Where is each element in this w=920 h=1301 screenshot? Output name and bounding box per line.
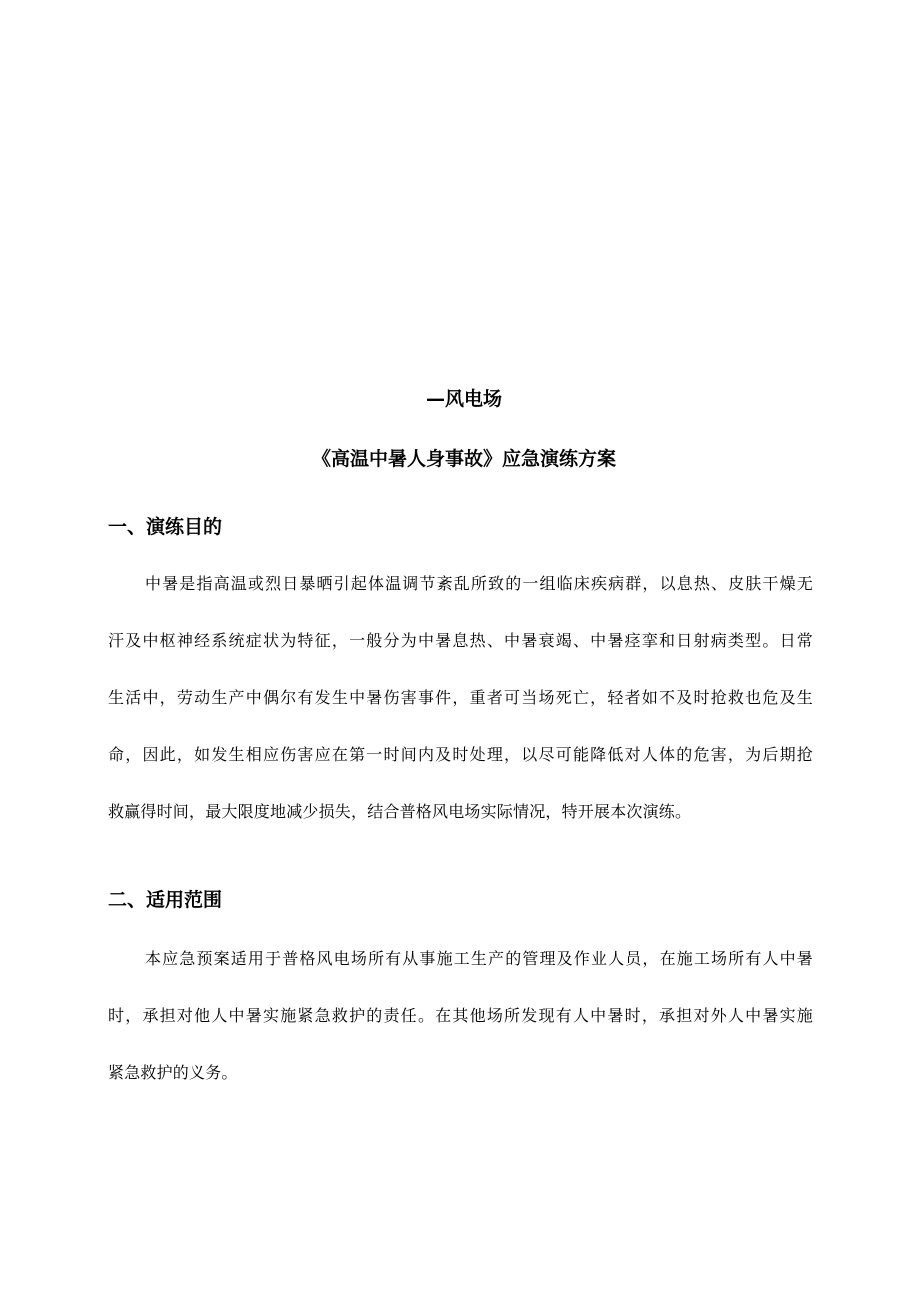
paragraph-line: 救赢得时间，最大限度地减少损失，结合普格风电场实际情况，特开展本次演练。	[108, 802, 692, 821]
section-paragraph-scope	[108, 930, 813, 1101]
paragraph-line: 时，承担对他人中暑实施紧急救护的责任。在其他场所发现有人中暑时，承担对外人中暑实施	[108, 1006, 813, 1025]
section-heading-purpose: 一、演练目的	[108, 516, 223, 538]
paragraph-line: 中暑是指高温或烈日暴晒引起体温调节紊乱所致的一组临床疾病群，以息热、皮肤干燥无	[145, 574, 813, 593]
document-title-line2: 《高温中暑人身事故》应急演练方案	[311, 448, 616, 470]
section-paragraph-purpose	[108, 555, 813, 840]
paragraph-line: 生活中，劳动生产中偶尔有发生中暑伤害事件，重者可当场死亡，轻者如不及时抢救也危及生	[108, 688, 813, 707]
paragraph-line: 紧急救护的义务。	[108, 1063, 238, 1082]
document-title-line1: —风电场	[425, 388, 502, 410]
paragraph-line: 命，因此，如发生相应伤害应在第一时间内及时处理，以尽可能降低对人体的危害，为后期抢	[108, 745, 813, 764]
paragraph-line: 本应急预案适用于普格风电场所有从事施工生产的管理及作业人员，在施工场所有人中暑	[145, 949, 813, 968]
paragraph-line: 汗及中枢神经系统症状为特征，一般分为中暑息热、中暑衰竭、中暑痉挛和日射病类型。日常	[108, 631, 813, 650]
section-heading-scope: 二、适用范围	[108, 889, 223, 911]
